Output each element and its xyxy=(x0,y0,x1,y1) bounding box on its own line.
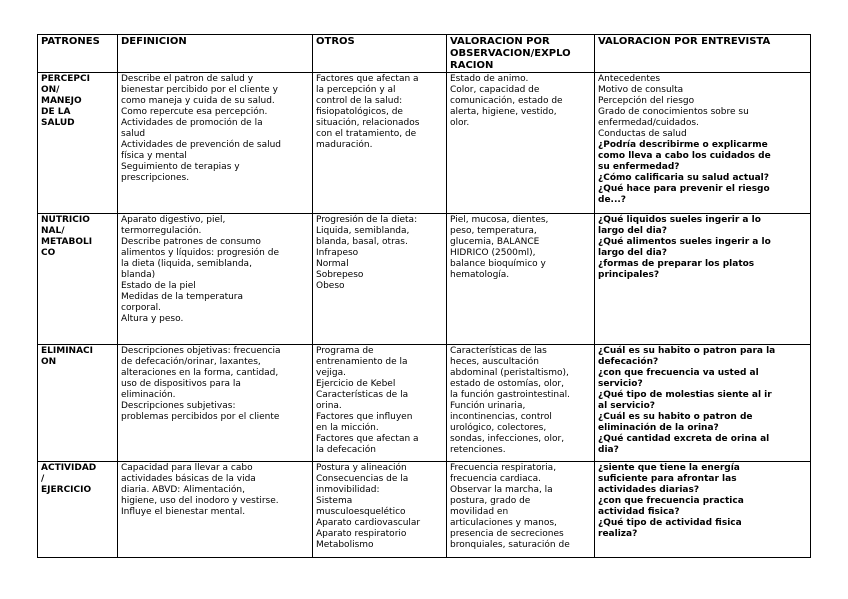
patrones-table xyxy=(37,34,811,558)
table-row xyxy=(38,462,811,558)
otros-cell: Progresión de la dieta: Liquida, semiblanda, blanda, basal, otras. Infrapeso Normal Sobrepeso Obeso xyxy=(313,214,447,345)
header-otros: OTROS xyxy=(313,35,447,73)
entrevista-cell xyxy=(595,462,811,558)
otros-cell: Factores que afectan a la percepción y al control de la salud: fisiopatológicos, de situación, relacionados con el tratamiento, de maduración. xyxy=(313,73,447,214)
entrevista-cell xyxy=(595,73,811,214)
table-row xyxy=(38,214,811,345)
patron-cell: ACTIVIDAD / EJERCICIO xyxy=(38,462,118,558)
otros-cell: Programa de entrenamiento de la vejiga. Ejercicio de Kebel Características de la orina. Factores que influyen en la micción. Factores que afectan a la defecación xyxy=(313,345,447,462)
observacion-cell: Características de las heces, auscultación abdominal (peristaltismo), estado de ostomías, olor, la función gastrointestinal. Función urinaria, incontinencias, control urológico, colectores, sondas, infecciones, olor, retenciones. xyxy=(447,345,595,462)
definicion-cell: Describe el patron de salud y bienestar percibido por el cliente y como maneja y cuida de su salud. Como repercute esa percepción. Actividades de promoción de la salud Actividades de prevención de salud física y mental Seguimiento de terapias y prescripciones. xyxy=(118,73,313,214)
entrevista-cell xyxy=(595,214,811,345)
definicion-cell: Aparato digestivo, piel, termorregulación. Describe patrones de consumo alimentos y líquidos: progresión de la dieta (liquida, semiblanda, blanda) Estado de la piel Medidas de la temperatura corporal. Altura y peso. xyxy=(118,214,313,345)
patron-cell: NUTRICIO NAL/ METABOLI CO xyxy=(38,214,118,345)
header-entrevista: VALORACION POR ENTREVISTA xyxy=(595,35,811,73)
header-definicion: DEFINICION xyxy=(118,35,313,73)
header-observacion: VALORACION POR OBSERVACION/EXPLO RACION xyxy=(447,35,595,73)
definicion-cell: Capacidad para llevar a cabo actividades básicas de la vida diaria. ABVD: Alimentación, higiene, uso del inodoro y vestirse. Influye el bienestar mental. xyxy=(118,462,313,558)
table-row xyxy=(38,73,811,214)
entrevista-questions: ¿Qué liquidos sueles ingerir a lo largo del dia? ¿Qué alimentos sueles ingerir a lo largo del dia? ¿formas de preparar los platos principales? xyxy=(598,215,771,280)
observacion-cell: Estado de animo. Color, capacidad de comunicación, estado de alerta, higiene, vestido, olor. xyxy=(447,73,595,214)
otros-cell: Postura y alineación Consecuencias de la inmovibilidad: Sistema musculoesquelético Aparato cardiovascular Aparato respiratorio Metabolismo xyxy=(313,462,447,558)
entrevista-questions: ¿Podría describirme o explicarme como lleva a cabo los cuidados de su enfermedad? ¿Cómo calificaria su salud actual? ¿Qué hace para prevenir el riesgo de...? xyxy=(598,140,771,205)
table-row xyxy=(38,345,811,462)
entrevista-questions: ¿Cuál es su habito o patron para la defecación? ¿con que frecuencia va usted al servicio? ¿Qué tipo de molestias siente al ir al servicio? ¿Cuál es su habito o patron de eliminación de la orina? ¿Qué cantidad excreta de orina al dia? xyxy=(598,346,776,455)
definicion-cell: Descripciones objetivas: frecuencia de defecación/orinar, laxantes, alteraciones en la forma, cantidad, uso de dispositivos para la eliminación. Descripciones subjetivas: problemas percibidos por el cliente xyxy=(118,345,313,462)
header-patrones: PATRONES xyxy=(38,35,118,73)
observacion-cell: Frecuencia respiratoria, frecuencia cardiaca. Observar la marcha, la postura, grado de movilidad en articulaciones y manos, presencia de secreciones bronquiales, saturación de xyxy=(447,462,595,558)
observacion-cell: Piel, mucosa, dientes, peso, temperatura, glucemia, BALANCE HIDRICO (2500ml), balance bioquímico y hematología. xyxy=(447,214,595,345)
patron-cell: PERCEPCI ON/ MANEJO DE LA SALUD xyxy=(38,73,118,214)
entrevista-cell xyxy=(595,345,811,462)
entrevista-notes: Antecedentes Motivo de consulta Percepción del riesgo Grado de conocimientos sobre su enfermedad/cuidados. Conductas de salud xyxy=(598,74,749,139)
patron-cell: ELIMINACI ON xyxy=(38,345,118,462)
header-row xyxy=(38,35,811,73)
entrevista-questions: ¿siente que tiene la energía suficiente para afrontar las actividades diarias? ¿con que frecuencia practica actividad fisica? ¿Qué tipo de actividad fisica realiza? xyxy=(598,463,744,539)
